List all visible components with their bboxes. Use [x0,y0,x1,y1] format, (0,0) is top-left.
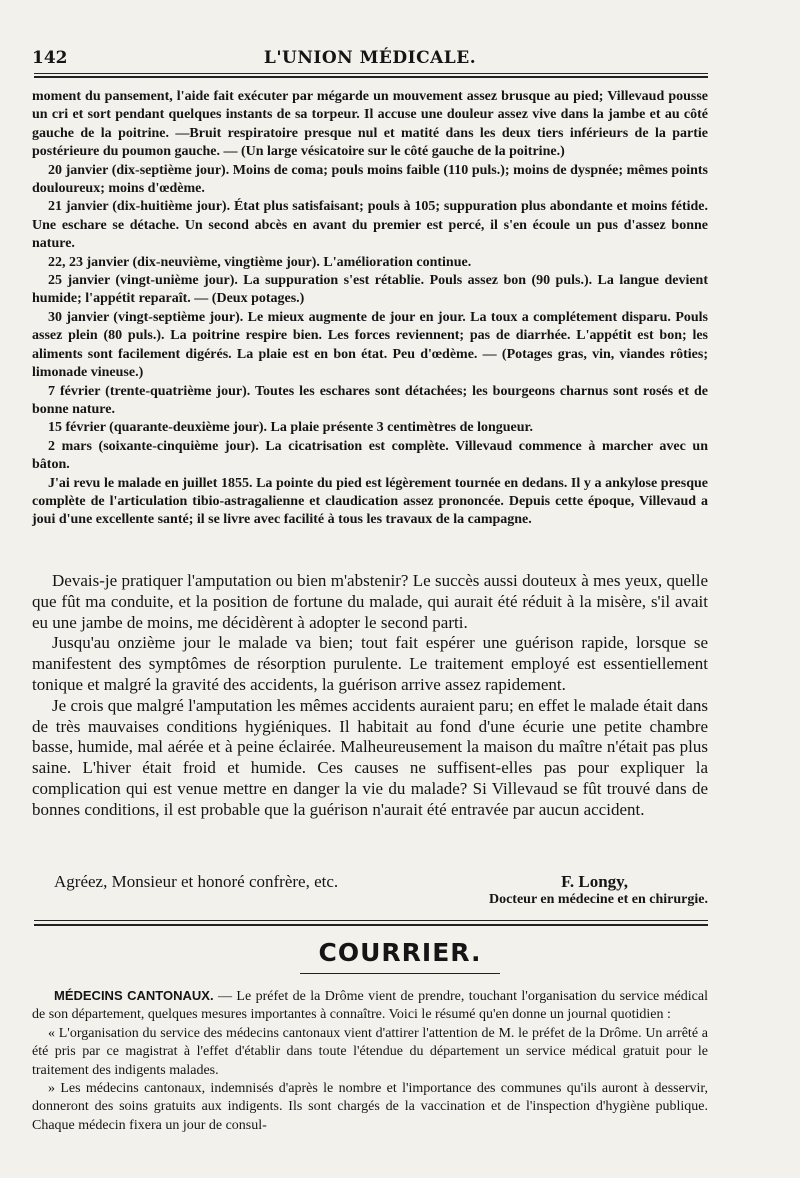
section-rule-thick [34,924,708,926]
quote-paragraph: » Les médecins cantonaux, indemnisés d'après le nombre et l'importance des communes qu'ils auront à desservir, donneront des soins gratuits aux indigents. Ils sont chargés de la vaccination et de l'inspection d'hygiène publique. Chaque médecin fixera un jour de consul- [32,1081,708,1133]
lead-text: — Le préfet de la Drôme vient de prendre, touchant l'organisation du service médical de son département, quelques mesures importantes à connaître. Voici le résumé qu'en donne un journal quotidien : [32,989,708,1023]
closing-formula: Agréez, Monsieur et honoré confrère, etc. [54,872,339,891]
page-header [32,44,708,74]
case-note-paragraph: 21 janvier (dix-huitième jour). État plus satisfaisant; pouls à 105; suppuration plus abondante et moins fétide. Une eschare se détache. Un second abcès en avant du premier est percé, il s'en écoule un pus d'assez bonne nature. [32,199,708,252]
case-note-paragraph: 2 mars (soixante-cinquième jour). La cicatrisation est complète. Villevaud commence à marcher avec un bâton. [32,438,708,473]
courrier-section [32,987,708,1135]
section-title: COURRIER. [318,938,482,967]
discussion [32,571,708,821]
discussion-paragraph: Je crois que malgré l'amputation les mêmes accidents auraient paru; en effet le malade était dans de très mauvaises conditions hygiéniques. Il habitait au fond d'une écurie une petite chambre basse, humide, mal aérée et à peine éclairée. Malheureusement la maison du maître n'était pas plus saine. L'hiver était froid et humide. Ces causes ne suffisent-elles pas pour expliquer la complication qui est venue mettre en danger la vie du malade? Si Villevaud se fût trouvé dans de bonnes conditions, il est probable que la guérison n'aurait été entravée par aucun accident. [32,695,708,819]
running-head: L'UNION MÉDICALE. [263,48,477,68]
case-note-paragraph: 25 janvier (vingt-unième jour). La suppuration s'est rétablie. Pouls assez bon (90 puls.). La langue devient humide; l'appétit reparaît. — (Deux potages.) [32,273,708,307]
signature-line [54,872,708,894]
case-note-paragraph: J'ai revu le malade en juillet 1855. La pointe du pied est légèrement tournée en dedans. Il y a ankylose presque complète de l'articulation tibio-astragalienne et claudication assez prononcée. Depuis cette époque, Villevaud a joui d'une excellente santé; il se livre avec facilité à tous les travaux de la campagne. [32,475,708,528]
section-rule-thin [34,920,708,921]
title-underline [300,973,500,974]
header-rule-thin [34,73,708,74]
author-title: Docteur en médecine et en chirurgie. [488,892,708,907]
author-name: F. Longy, [561,872,628,891]
discussion-paragraph: Jusqu'au onzième jour le malade va bien; tout fait espérer une guérison rapide, lorsque se manifestent des symptômes de résorption purulente. Le traitement employé est essentiellement tonique et malgré la gravité des accidents, la guérison arrive assez rapidement. [32,633,708,694]
case-note-paragraph: 30 janvier (vingt-septième jour). Le mieux augmente de jour en jour. La toux a complétement disparu. Pouls assez plein (80 puls.). La poitrine respire bien. Les forces reviennent; pas de diarrhée. L'appétit est bon; les aliments sont facilement digérés. La plaie est en bon état. Peu d'œdème. — (Potages gras, vin, viandes rôties; limonade vineuse.) [32,309,708,381]
page-number: 142 [32,48,68,68]
case-note-paragraph: 22, 23 janvier (dix-neuvième, vingtième jour). L'amélioration continue. [48,254,472,270]
case-note-paragraph: 20 janvier (dix-septième jour). Moins de coma; pouls moins faible (110 puls.); moins de dyspnée; mêmes points douloureux; moins d'œdème. [32,162,708,197]
case-notes [32,88,708,530]
quote-paragraph: « L'organisation du service des médecins cantonaux vient d'attirer l'attention de M. le préfet de la Drôme. Un arrêté a été pris par ce magistrat à l'effet d'établir dans toute l'étendue du département un service médical gratuit pour le traitement des indigents malades. [32,1025,708,1078]
courrier-lead-paragraph [32,987,708,1025]
case-note-paragraph: moment du pansement, l'aide fait exécuter par mégarde un mouvement assez brusque au pied; Villevaud pousse un cri et sort pendant quelques instants de sa torpeur. Il accuse une douleur assez vive dans la jambe et au côté gauche de la poitrine. —Bruit respiratoire presque nul et matité dans les deux tiers inférieurs de la partie postérieure du poumon gauche. — (Un large vésicatoire sur le côté gauche de la poitrine.) [32,89,708,160]
discussion-paragraph: Devais-je pratiquer l'amputation ou bien m'abstenir? Le succès aussi douteux à mes yeux, quelle que fût ma conduite, et la position de fortune du malade, qui aurait été réduit à la misère, s'il avait eu une jambe de moins, me décidèrent à adopter le second parti. [32,571,708,632]
case-note-paragraph: 15 février (quarante-deuxième jour). La plaie présente 3 centimètres de longueur. [48,420,533,436]
header-rule-thick [34,76,708,78]
runin-heading: MÉDECINS CANTONAUX. [54,988,214,1003]
case-note-paragraph: 7 février (trente-quatrième jour). Toutes les eschares sont détachées; les bourgeons charnus sont rosés et de bonne nature. [32,383,708,417]
